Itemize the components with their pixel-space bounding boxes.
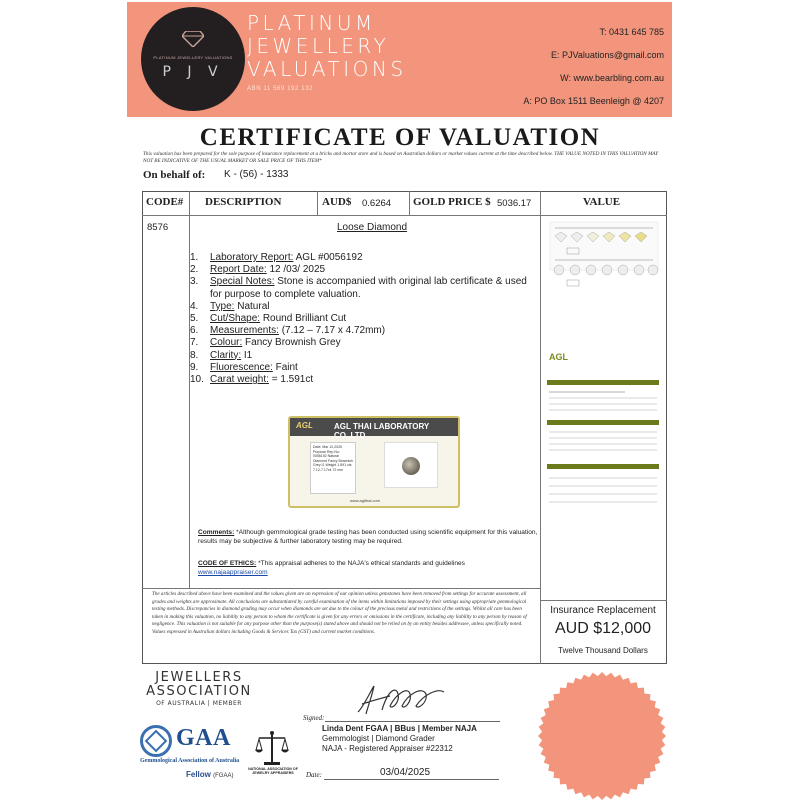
- insurance-divider: [540, 600, 667, 601]
- brand-line-3: VALUATIONS: [247, 57, 407, 81]
- ja-line-3: OF AUSTRALIA | MEMBER: [156, 700, 242, 707]
- embossed-seal: [536, 670, 668, 802]
- gaa-emblem-icon: [140, 725, 172, 757]
- item-detail-row: [190, 337, 540, 349]
- gaa-fellow: [186, 770, 233, 779]
- item-details-list: [190, 252, 540, 386]
- item-title: Loose Diamond: [337, 222, 408, 233]
- item-label: Report Date:: [210, 264, 267, 276]
- item-label: Cut/Shape:: [210, 313, 261, 325]
- item-detail-row: [190, 374, 540, 386]
- item-detail-text: [210, 337, 341, 349]
- item-detail-text: [210, 313, 346, 325]
- signatory-details: [322, 724, 477, 754]
- signed-label: Signed:: [303, 714, 325, 722]
- svg-text:AGL: AGL: [549, 352, 568, 362]
- lab-name: AGL THAI LABORATORY CO.,LTD: [334, 422, 430, 440]
- item-value: I1: [241, 349, 253, 361]
- ethics-label: CODE OF ETHICS:: [198, 560, 257, 567]
- fine-print-divider: [142, 588, 540, 589]
- agl-report-document: [547, 352, 659, 502]
- item-detail-text: [210, 325, 385, 337]
- agl-logo: AGL: [296, 421, 313, 430]
- desc-column-divider: [317, 191, 318, 215]
- item-number: 1.: [190, 252, 199, 263]
- lab-report-card: [288, 416, 460, 508]
- scales-of-justice-icon: [255, 730, 289, 768]
- diamond-icon: [182, 31, 204, 47]
- insurance-amount: AUD $12,000: [554, 620, 652, 637]
- item-value: 12 /03/ 2025: [266, 264, 326, 276]
- contact-email[interactable]: E: PJValuations@gmail.com: [550, 50, 664, 60]
- logo-small-text: PLATINUM JEWELLERY VALUATIONS: [153, 55, 233, 60]
- jewellers-association-logo: [143, 671, 255, 707]
- item-number: 9.: [190, 361, 199, 373]
- code-header: CODE#: [146, 196, 184, 208]
- colour-scale-diagram: [550, 222, 658, 270]
- comments-text: *Although gemmological grade testing has been conducted using scientific equipment for this valuation, results may be subjective & further laboratory testing may be required.: [198, 529, 538, 545]
- item-detail-row: [190, 264, 540, 276]
- behalf-label: On behalf of:: [143, 169, 206, 181]
- item-number: 7.: [190, 337, 199, 349]
- item-code: 8576: [147, 222, 169, 233]
- insurance-label: Insurance Replacement: [550, 605, 656, 616]
- fine-print: The articles described above have been examined and the values given are an expression of our opinion unless gemstones have been removed from settings for accurate assessment, all grades and weights are approximate. All conclusions are substantiated by careful examination of the items within limitations imposed by their settings using appropriate gemmological testing methods. Discrepancies in diamond grading may occur when diamonds are set due to the colour of the precious metal and restrictions of the settings. Whilst all care has been taken in making this valuation, no liability to any person to whom the certificate is given for any errors or omissions in the certificate, including any liability to any person by reason of negligence. This valuation is not suitable for any purpose other than the purpose(s) stated above and should not be relied on by an entity besides addressee, unless specifically noted. Values expressed in Australian dollars including Goods & Services Tax (GST) and current market conditions.: [152, 591, 527, 635]
- behalf-value: K - (56) - 1333: [224, 169, 289, 180]
- ja-line-2: ASSOCIATION: [146, 684, 252, 699]
- description-header: DESCRIPTION: [205, 196, 282, 208]
- item-number: 8.: [190, 349, 199, 361]
- certificate-title: CERTIFICATE OF VALUATION: [199, 124, 601, 151]
- contact-address: A: PO Box 1511 Beenleigh @ 4207: [523, 96, 664, 106]
- code-column-divider: [189, 191, 190, 588]
- item-detail-row: [190, 313, 540, 325]
- item-number: 3.: [190, 276, 199, 288]
- item-detail-text: [210, 252, 363, 264]
- item-label: Measurements:: [210, 325, 279, 337]
- brand-name: [247, 12, 407, 81]
- abn-number: ABN 11 569 192 132: [247, 86, 314, 92]
- signatory-registration: NAJA - Registered Appraiser #22312: [322, 744, 453, 753]
- item-number: 2.: [190, 264, 199, 276]
- date-label: Date:: [306, 771, 322, 779]
- grading-reference-panel: [545, 220, 663, 600]
- company-logo: [141, 7, 245, 111]
- item-value: (7.12 – 7.17 x 4.72mm): [278, 325, 386, 337]
- lab-card-header: [290, 418, 458, 440]
- gaa-full-name: Gemmological Association of Australia: [140, 758, 240, 764]
- item-label: Special Notes:: [210, 276, 275, 288]
- item-detail-text: [210, 276, 540, 300]
- item-number: 5.: [190, 313, 199, 325]
- item-label: Colour:: [210, 337, 243, 349]
- item-detail-text: [210, 301, 269, 313]
- comments-block: [198, 528, 538, 546]
- item-value: AGL #0056192: [293, 252, 363, 263]
- signatory-role: Gemmologist | Diamond Grader: [322, 734, 435, 743]
- item-label: Laboratory Report:: [210, 252, 294, 263]
- comments-label: Comments:: [198, 529, 235, 536]
- aud-column-divider: [409, 191, 410, 215]
- date-value: 03/04/2025: [380, 767, 431, 778]
- table-header-divider: [142, 215, 667, 216]
- ethics-block: [198, 559, 538, 577]
- item-detail-text: [210, 374, 313, 386]
- item-value: Stone is accompanied with original lab certificate & used for purpose to complete valuation.: [210, 276, 527, 300]
- contact-website[interactable]: W: www.bearbling.com.au: [560, 73, 664, 83]
- stone-holder: [384, 442, 438, 488]
- signature-line: [325, 721, 500, 722]
- item-number: 4.: [190, 300, 199, 312]
- aud-value: 0.6264: [362, 198, 392, 209]
- item-detail-row: [190, 301, 540, 313]
- signatory-name: Linda Dent FGAA | BBus | Member NAJA: [322, 724, 477, 733]
- date-line: [324, 779, 499, 780]
- gaa-fellow-label: Fellow: [186, 770, 211, 779]
- gaa-fellow-abbr: (FGAA): [213, 773, 234, 779]
- diamond-stone-image: [402, 457, 420, 475]
- naja-logo-text: NATIONAL ASSOCIATION OF JEWELRY APPRAISERS: [248, 767, 298, 776]
- item-detail-row: [190, 362, 540, 374]
- item-number: 6.: [190, 325, 199, 337]
- company-header: [127, 2, 672, 117]
- item-value: Natural: [234, 300, 270, 312]
- item-detail-row: [190, 252, 540, 264]
- item-detail-text: [210, 264, 325, 276]
- item-detail-row: [190, 325, 540, 337]
- lab-website: www.aglthai.com: [350, 498, 381, 503]
- brand-line-1: PLATINUM: [247, 11, 376, 35]
- item-value: Round Brilliant Cut: [260, 313, 347, 325]
- value-column-divider: [540, 191, 541, 664]
- item-label: Type:: [210, 300, 235, 312]
- item-label: Carat weight:: [210, 374, 269, 386]
- brand-line-2: JEWELLERY: [247, 34, 390, 58]
- item-label: Fluorescence:: [210, 361, 273, 373]
- insurance-amount-words: Twelve Thousand Dollars: [558, 646, 648, 655]
- item-value: Fancy Brownish Grey: [242, 337, 341, 349]
- item-detail-row: [190, 276, 540, 300]
- gold-price-value: 5036.17: [497, 198, 532, 209]
- logo-initials: P J V: [162, 64, 224, 80]
- item-value: Faint: [272, 361, 298, 373]
- item-detail-text: [210, 362, 298, 374]
- gaa-logo-text: GAA: [176, 725, 231, 751]
- item-detail-row: [190, 350, 540, 362]
- item-number: 10.: [190, 374, 204, 386]
- aud-header: AUD$: [322, 196, 352, 208]
- lab-card-info: Date: Mar 12,2025 Purpose Rep No: 0056192 Natural Diamond Fancy Brownish Grey I1 Weight 1.591 cts 7.12-7.17x4.72 mm: [310, 442, 356, 494]
- ja-line-1: JEWELLERS: [155, 670, 243, 685]
- naja-link[interactable]: www.najaappraiser.com: [198, 569, 268, 576]
- item-label: Clarity:: [210, 349, 242, 361]
- item-value: = 1.591ct: [268, 374, 314, 386]
- valuation-disclaimer: This valuation has been prepared for the sole purpose of insurance replacement at a bricks and mortar store and is based on Australian dollars or market values current at the time described below. THE VALUE NOTED IN THIS VALUATION MAY NOT BE INDICATIVE OF THE USUAL MARKET OR SALE PRICE OF THIS ITEM*: [143, 151, 659, 164]
- value-header: VALUE: [583, 196, 621, 208]
- handwritten-signature: [352, 680, 452, 720]
- gold-price-header: GOLD PRICE $: [413, 196, 491, 208]
- ethics-text: *This appraisal adheres to the NAJA's ethical standards and guidelines: [256, 560, 465, 567]
- contact-phone: T: 0431 645 785: [599, 27, 664, 37]
- item-detail-text: [210, 350, 252, 362]
